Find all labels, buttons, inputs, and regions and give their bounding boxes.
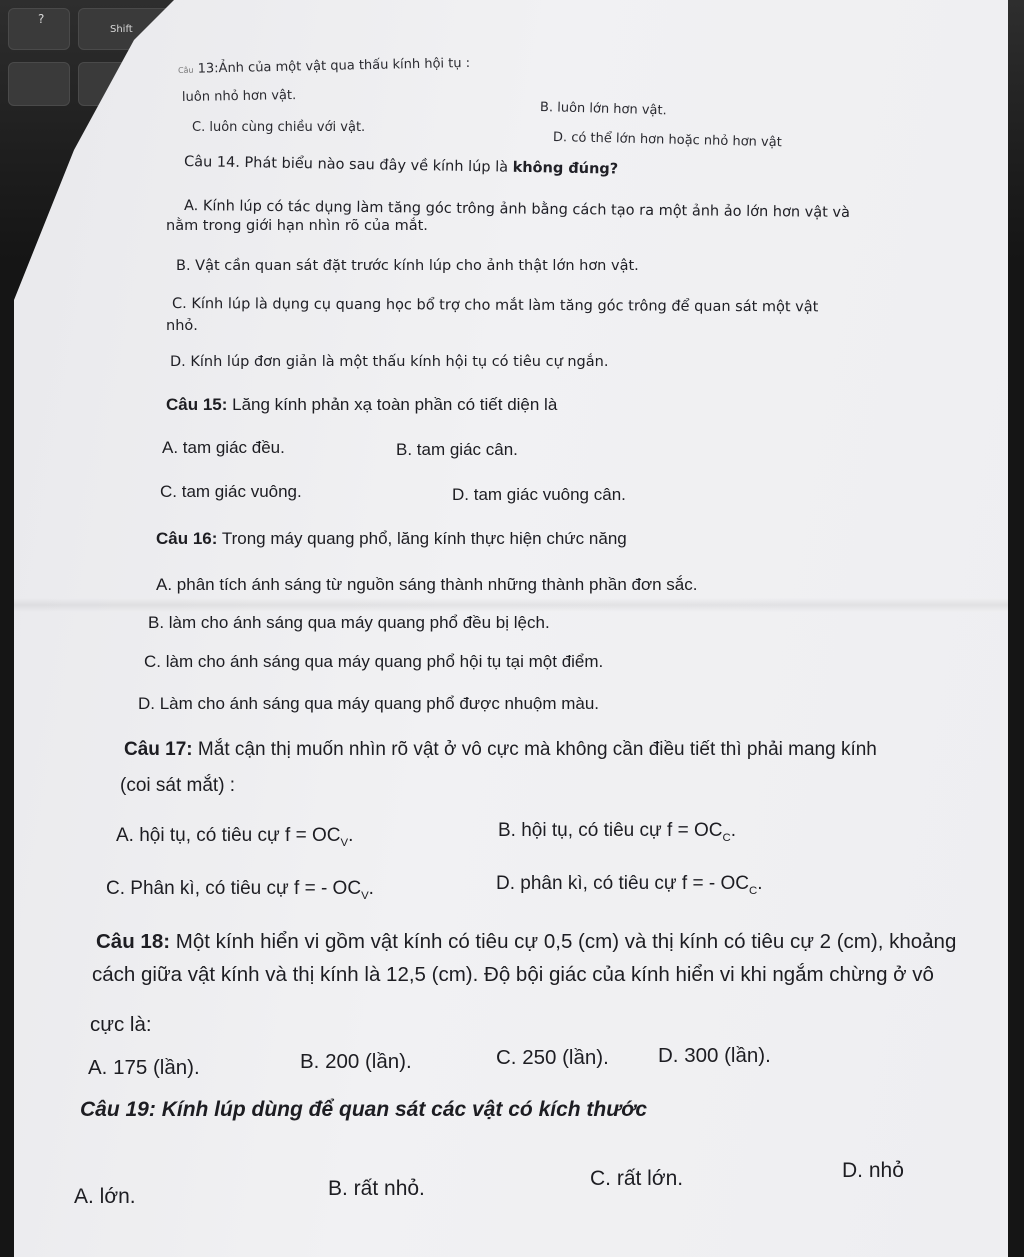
q14-option-c-line1: C. Kính lúp là dụng cụ quang học bổ trợ cho mắt làm tăng góc trông để quan sát một vật — [171, 296, 819, 316]
q17-option-a — [116, 825, 353, 850]
q13-option-a: luôn nhỏ hơn vật. — [181, 88, 297, 105]
q17-option-a-end: . — [348, 825, 354, 846]
q17-option-d-end: . — [757, 873, 763, 894]
q19-option-c: C. rất lớn. — [590, 1167, 684, 1190]
q14-title-bold: không đúng? — [512, 159, 619, 178]
q16-option-b: B. làm cho ánh sáng qua máy quang phổ đều bị lệch. — [148, 613, 550, 632]
q18-title-line1 — [96, 930, 956, 955]
q13-option-c: C. luôn cùng chiều với vật. — [192, 120, 366, 135]
q14-option-c-line2: nhỏ. — [166, 318, 198, 334]
q18-option-c: C. 250 (lần). — [496, 1046, 609, 1069]
q17-option-c-text: C. Phân kì, có tiêu cự f = - OC — [106, 878, 362, 899]
q19-option-a: A. lớn. — [74, 1185, 136, 1208]
windows-key — [8, 62, 70, 106]
q18-title-line3: cực là: — [90, 1013, 152, 1036]
q16-option-c: C. làm cho ánh sáng qua máy quang phổ hội tụ tại một điểm. — [144, 652, 604, 671]
q14-title-text: Câu 14. Phát biểu nào sau đây về kính lúp là — [183, 154, 513, 176]
q14-option-d: D. Kính lúp đơn giản là một thấu kính hội tụ có tiêu cự ngắn. — [170, 354, 609, 370]
q16-title-text: Trong máy quang phổ, lăng kính thực hiện chức năng — [217, 529, 627, 548]
q17-title-line2: (coi sát mắt) : — [120, 775, 236, 796]
q19-option-d: D. nhỏ — [842, 1159, 904, 1182]
q15-option-d: D. tam giác vuông cân. — [452, 485, 626, 504]
q13-option-b: B. luôn lớn hơn vật. — [539, 100, 667, 119]
q17-option-c-end: . — [368, 878, 374, 899]
q14-option-a-line2-shown: nằm trong giới hạn nhìn rõ của mắt. — [166, 218, 428, 234]
q17-option-b-end: . — [730, 820, 736, 841]
q13-prefix: Câu — [177, 65, 194, 75]
q18-option-a: A. 175 (lần). — [88, 1056, 200, 1079]
q13-option-d: D. có thể lớn hơn hoặc nhỏ hơn vật — [552, 130, 782, 151]
q18-title-text: Một kính hiển vi gồm vật kính có tiêu cự 0,5 (cm) và thị kính có tiêu cự 2 (cm), khoảng — [170, 930, 957, 953]
q17-option-d-text: D. phân kì, có tiêu cự f = - OC — [496, 873, 749, 894]
q18-label: Câu 18: — [96, 930, 171, 953]
q14-option-a-line1: A. Kính lúp có tác dụng làm tăng góc trông ảnh bằng cách tạo ra một ảnh ảo lớn hơn vật và — [183, 198, 851, 221]
question-key-label: ? — [38, 12, 45, 26]
q16-option-a: A. phân tích ánh sáng từ nguồn sáng thành những thành phần đơn sắc. — [156, 575, 698, 594]
q19-option-b: B. rất nhỏ. — [328, 1177, 425, 1200]
q17-option-d — [496, 873, 762, 898]
q18-option-b: B. 200 (lần). — [300, 1050, 412, 1073]
q15-title — [166, 395, 557, 415]
q16-option-d: D. Làm cho ánh sáng qua máy quang phổ được nhuộm màu. — [138, 694, 600, 713]
q17-option-b-text: B. hội tụ, có tiêu cự f = OC — [498, 820, 723, 841]
q17-option-d-sub: C — [748, 884, 758, 897]
q18-option-d: D. 300 (lần). — [658, 1044, 771, 1067]
q17-option-c — [106, 878, 374, 903]
q15-title-text: Lăng kính phản xạ toàn phần có tiết diện là — [227, 395, 558, 414]
q17-option-a-sub: V — [340, 836, 349, 849]
q15-option-c: C. tam giác vuông. — [160, 482, 302, 501]
shift-key-label: Shift — [110, 24, 133, 35]
q15-option-b: B. tam giác cân. — [396, 440, 518, 459]
q17-title-line1 — [124, 739, 877, 762]
q19-title: Câu 19: Kính lúp dùng để quan sát các vật có kích thước — [80, 1098, 648, 1121]
q17-label: Câu 17: — [124, 739, 193, 760]
q17-option-b-sub: C — [722, 831, 731, 844]
q15-label: Câu 15: — [166, 395, 228, 414]
q17-option-b — [498, 820, 736, 845]
paper-fold — [14, 598, 1008, 612]
q13-title-text: 13:Ảnh của một vật qua thấu kính hội tụ : — [193, 55, 471, 77]
q16-label: Câu 16: — [156, 529, 218, 548]
q17-title-text: Mắt cận thị muốn nhìn rõ vật ở vô cực mà không cần điều tiết thì phải mang kính — [192, 739, 877, 760]
q14-option-b: B. Vật cần quan sát đặt trước kính lúp cho ảnh thật lớn hơn vật. — [176, 258, 639, 274]
q18-title-line2: cách giữa vật kính và thị kính là 12,5 (cm). Độ bội giác của kính hiển vi khi ngắm chừng ở vô — [92, 963, 934, 986]
q15-option-a: A. tam giác đều. — [162, 438, 285, 457]
q17-option-a-text: A. hội tụ, có tiêu cự f = OC — [116, 825, 341, 846]
q16-title — [156, 529, 627, 549]
q17-option-c-sub: V — [361, 889, 369, 902]
